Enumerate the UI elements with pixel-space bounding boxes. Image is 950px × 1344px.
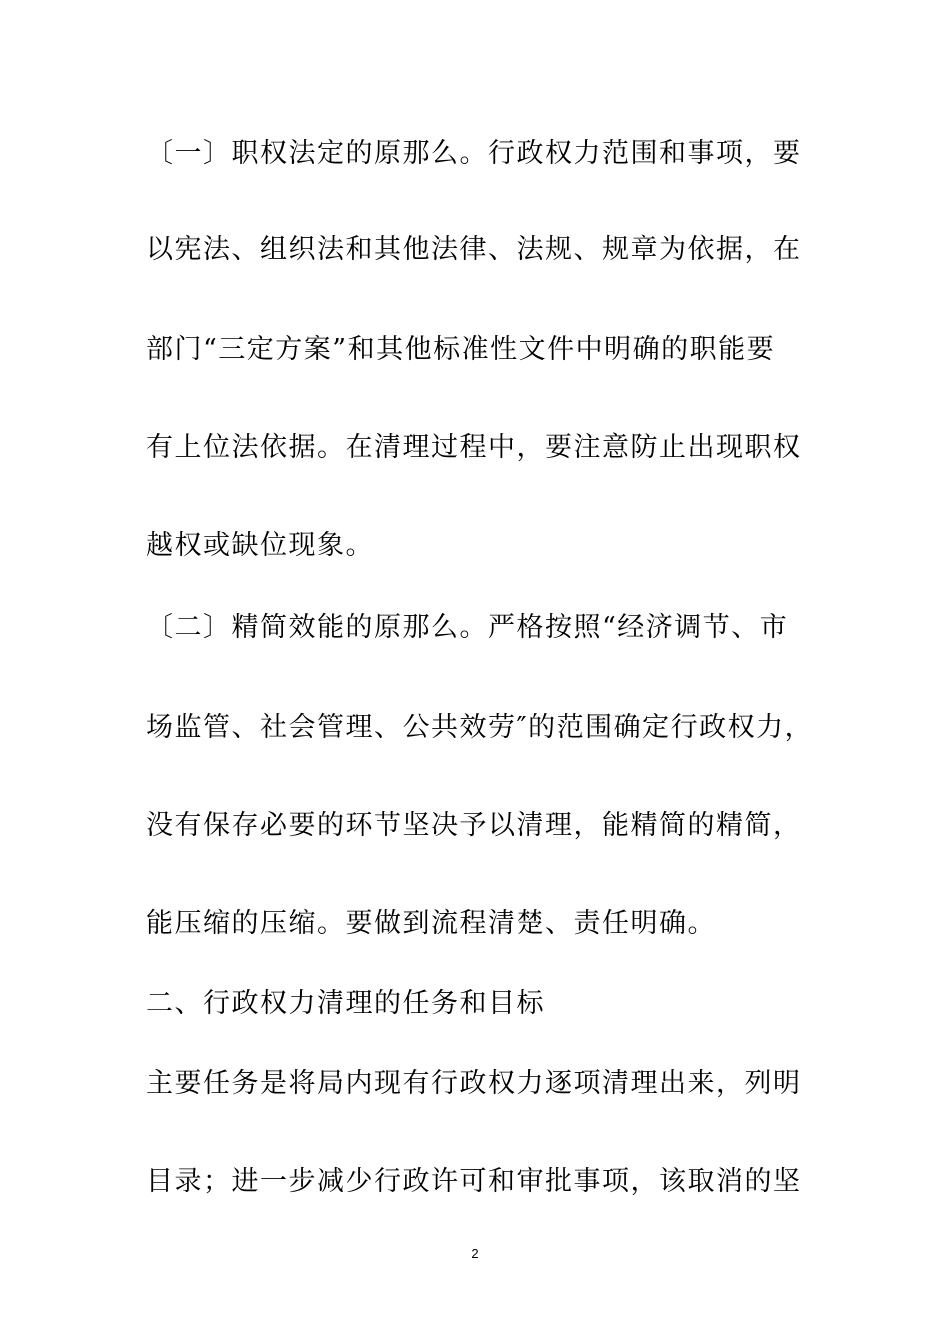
section-heading: 二、行政权力清理的任务和目标 [146, 988, 545, 1019]
text-line-2: 以宪法、组织法和其他法律、法规、规章为依据，在 [146, 234, 802, 265]
text-line-4: 有上位法依据。在清理过程中，要注意防止出现职权 [146, 432, 802, 463]
text-line-7: 场监管、社会管理、公共效劳″的范围确定行政权力， [146, 712, 814, 743]
text-line-3: 部门“三定方案”和其他标准性文件中明确的职能要 [146, 334, 776, 365]
text-line-9: 能压缩的压缩。要做到流程清楚、责任明确。 [146, 908, 716, 939]
page-number: 2 [471, 1246, 479, 1261]
text-line-12: 目录；进一步减少行政许可和审批事项，该取消的坚 [146, 1166, 802, 1197]
text-line-5: 越权或缺位现象。 [146, 530, 374, 561]
text-line-6: 〔二〕精简效能的原那么。严格按照“经济调节、市 [146, 612, 789, 643]
text-line-8: 没有保存必要的环节坚决予以清理，能精简的精简， [146, 810, 802, 841]
text-line-11: 主要任务是将局内现有行政权力逐项清理出来，列明 [146, 1068, 802, 1099]
text-line-1: 〔一〕职权法定的原那么。行政权力范围和事项，要 [146, 138, 802, 169]
